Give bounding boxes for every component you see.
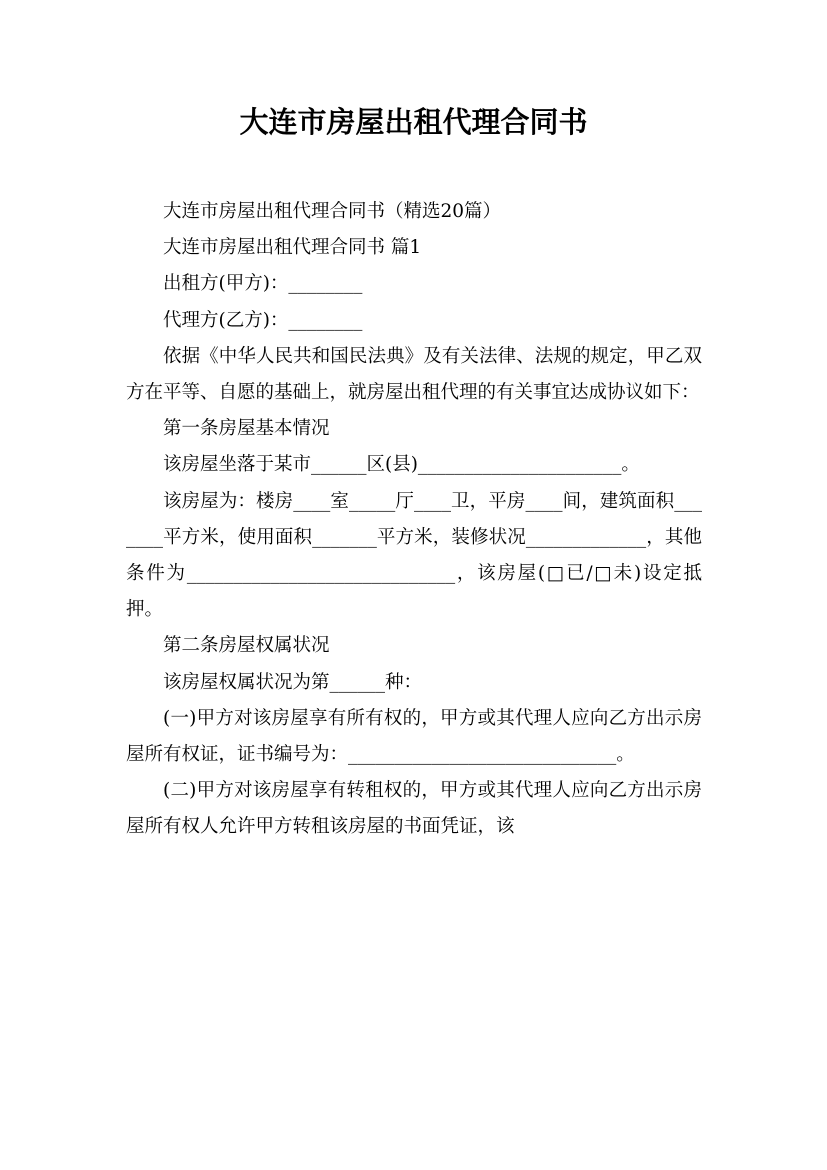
paragraph-chapter-heading: 大连市房屋出租代理合同书 篇1: [163, 237, 422, 259]
paragraph-ownership-type: 该房屋权属状况为第______种：: [163, 671, 423, 693]
document-title: 大连市房屋出租代理合同书: [239, 105, 588, 139]
paragraph-preamble: 依据《中华人民共和国民法典》及有关法律、法规的规定，甲乙双方在平等、自愿的基础上，就房屋出租代理的有关事宜达成协议如下：: [126, 345, 702, 404]
paragraph-location: 该房屋坐落于某市______区(县)______________________。: [163, 454, 640, 476]
paragraph-subtitle: 大连市房屋出租代理合同书（精选20篇）: [163, 201, 502, 222]
paragraph-article-2-heading: 第二条房屋权属状况: [163, 635, 330, 657]
paragraph-ownership-2: (二)甲方对该房屋享有转租权的，甲方或其代理人应向乙方出示房屋所有权人允许甲方转租该房屋的书面凭证，该: [126, 780, 702, 838]
document-body: [126, 194, 702, 846]
paragraph-property-details: 该房屋为：楼房____室_____厅____卫，平房____间，建筑面积_______平方米，使用面积_______平方米，装修状况_____________，其他条件为_____________________________，该房屋(□已/□未)设定抵押。: [126, 490, 702, 621]
paragraph-agent: 代理方(乙方)：________: [163, 309, 363, 331]
paragraph-ownership-1: (一)甲方对该房屋享有所有权的，甲方或其代理人应向乙方出示房屋所有权证，证书编号为：_____________________________。: [126, 707, 702, 766]
paragraph-lessor: 出租方(甲方)：________: [163, 273, 363, 295]
paragraph-article-1-heading: 第一条房屋基本情况: [163, 418, 330, 440]
